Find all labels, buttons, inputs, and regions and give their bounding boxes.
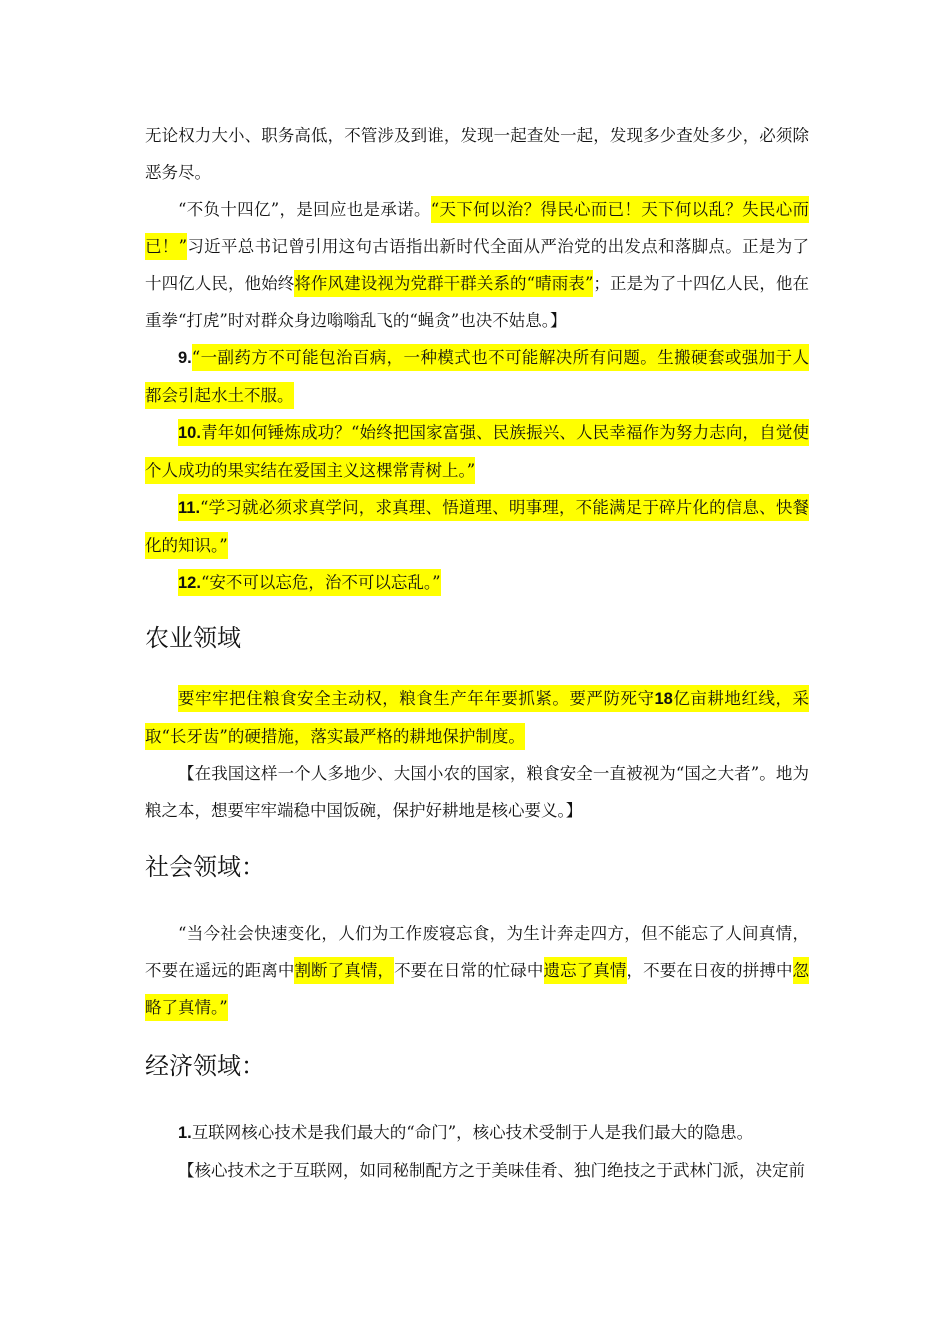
highlighted-phrase: 遗忘了真情 bbox=[544, 957, 627, 984]
quote-item-10 bbox=[145, 414, 809, 489]
highlighted-phrase: 忽略了真情。” bbox=[145, 957, 809, 1021]
highlighted-number: 18 bbox=[654, 690, 673, 708]
paragraph-text: ；正是为了十四亿人民，他在重拳“打虎”时对群众身边嗡嗡乱飞的“蝇贪”也决不姑息。】 bbox=[145, 274, 810, 330]
highlighted-quote: “安不可以忘危，治不可以忘乱。” bbox=[200, 573, 441, 592]
section-heading-society: 社会领域： bbox=[145, 854, 265, 881]
paragraph-grain-note bbox=[145, 755, 809, 829]
paragraph-true-feelings bbox=[145, 915, 809, 1026]
highlighted-text: 亿亩耕地红线，采取“长牙齿”的硬措施，落实最严格的耕地保护制度。 bbox=[145, 689, 810, 746]
highlighted-quote: “一副药方不可能包治百病，一种模式也不可能解决所有问题。生搬硬套或强加于人都会引起水土不服。 bbox=[145, 344, 809, 409]
quote-item-9 bbox=[145, 339, 809, 414]
item-number: 10. bbox=[178, 424, 201, 442]
economy-item-1 bbox=[145, 1114, 809, 1152]
paragraph-text: 无论权力大小、职务高低，不管涉及到谁，发现一起查处一起，发现多少查处多少，必须除恶务尽。 bbox=[145, 126, 809, 182]
paragraph-fourteen-billion bbox=[145, 191, 809, 339]
paragraph-core-tech-note bbox=[145, 1152, 809, 1189]
paragraph-text: ，不要在日夜的拼搏中 bbox=[626, 961, 793, 980]
paragraph-text: 【核心技术之于互联网，如同秘制配方之于美味佳肴、独门绝技之于武林门派，决定前 bbox=[178, 1161, 805, 1180]
paragraph-anticorruption-end bbox=[145, 117, 809, 191]
highlighted-text: 要牢牢把住粮食安全主动权，粮食生产年年要抓紧。要严防死守 bbox=[178, 689, 655, 708]
item-number: 9. bbox=[178, 349, 192, 367]
paragraph-text: “当今社会快速变化，人们为工作废寝忘食，为生计奔走四方，但不能忘了人间真情，不要在遥远的距离中 bbox=[145, 924, 809, 980]
paragraph-text: 【在我国这样一个人多地少、大国小农的国家，粮食安全一直被视为“国之大者”。地为粮之本，想要牢牢端稳中国饭碗，保护好耕地是核心要义。】 bbox=[145, 764, 809, 820]
highlighted-quote: 青年如何锤炼成功？“始终把国家富强、民族振兴、人民幸福作为努力志向，自觉使个人成功的果实结在爱国主义这棵常青树上。” bbox=[145, 423, 809, 480]
section-heading-agriculture: 农业领域 bbox=[145, 625, 241, 652]
section-heading-economy: 经济领域： bbox=[145, 1053, 265, 1080]
highlighted-phrase: 割断了真情， bbox=[294, 957, 394, 984]
highlighted-phrase: 将作风建设视为党群干群关系的“晴雨表” bbox=[294, 270, 593, 297]
item-number: 12. bbox=[178, 574, 201, 592]
paragraph-text: 不要在日常的忙碌中 bbox=[394, 961, 544, 980]
document-page bbox=[145, 117, 809, 1189]
item-number: 1. bbox=[178, 1124, 192, 1142]
quote-item-11 bbox=[145, 489, 809, 564]
quote-item-12 bbox=[145, 564, 809, 602]
highlighted-quote: “学习就必须求真学问，求真理、悟道理、明事理，不能满足于碎片化的信息、快餐化的知识。” bbox=[145, 498, 809, 555]
item-number: 11. bbox=[178, 499, 201, 517]
highlighted-quote: “天下何以治？得民心而已！天下何以乱？失民心而已！” bbox=[145, 196, 809, 260]
paragraph-grain-security bbox=[145, 680, 809, 755]
paragraph-text: 习近平总书记曾引用这句古语指出新时代全面从严治党的出发点和落脚点。正是为了十四亿人民，他始终 bbox=[145, 237, 810, 293]
paragraph-text: “不负十四亿”，是回应也是承诺。 bbox=[178, 200, 431, 219]
paragraph-text: 互联网核心技术是我们最大的“命门”，核心技术受制于人是我们最大的隐患。 bbox=[191, 1123, 754, 1142]
